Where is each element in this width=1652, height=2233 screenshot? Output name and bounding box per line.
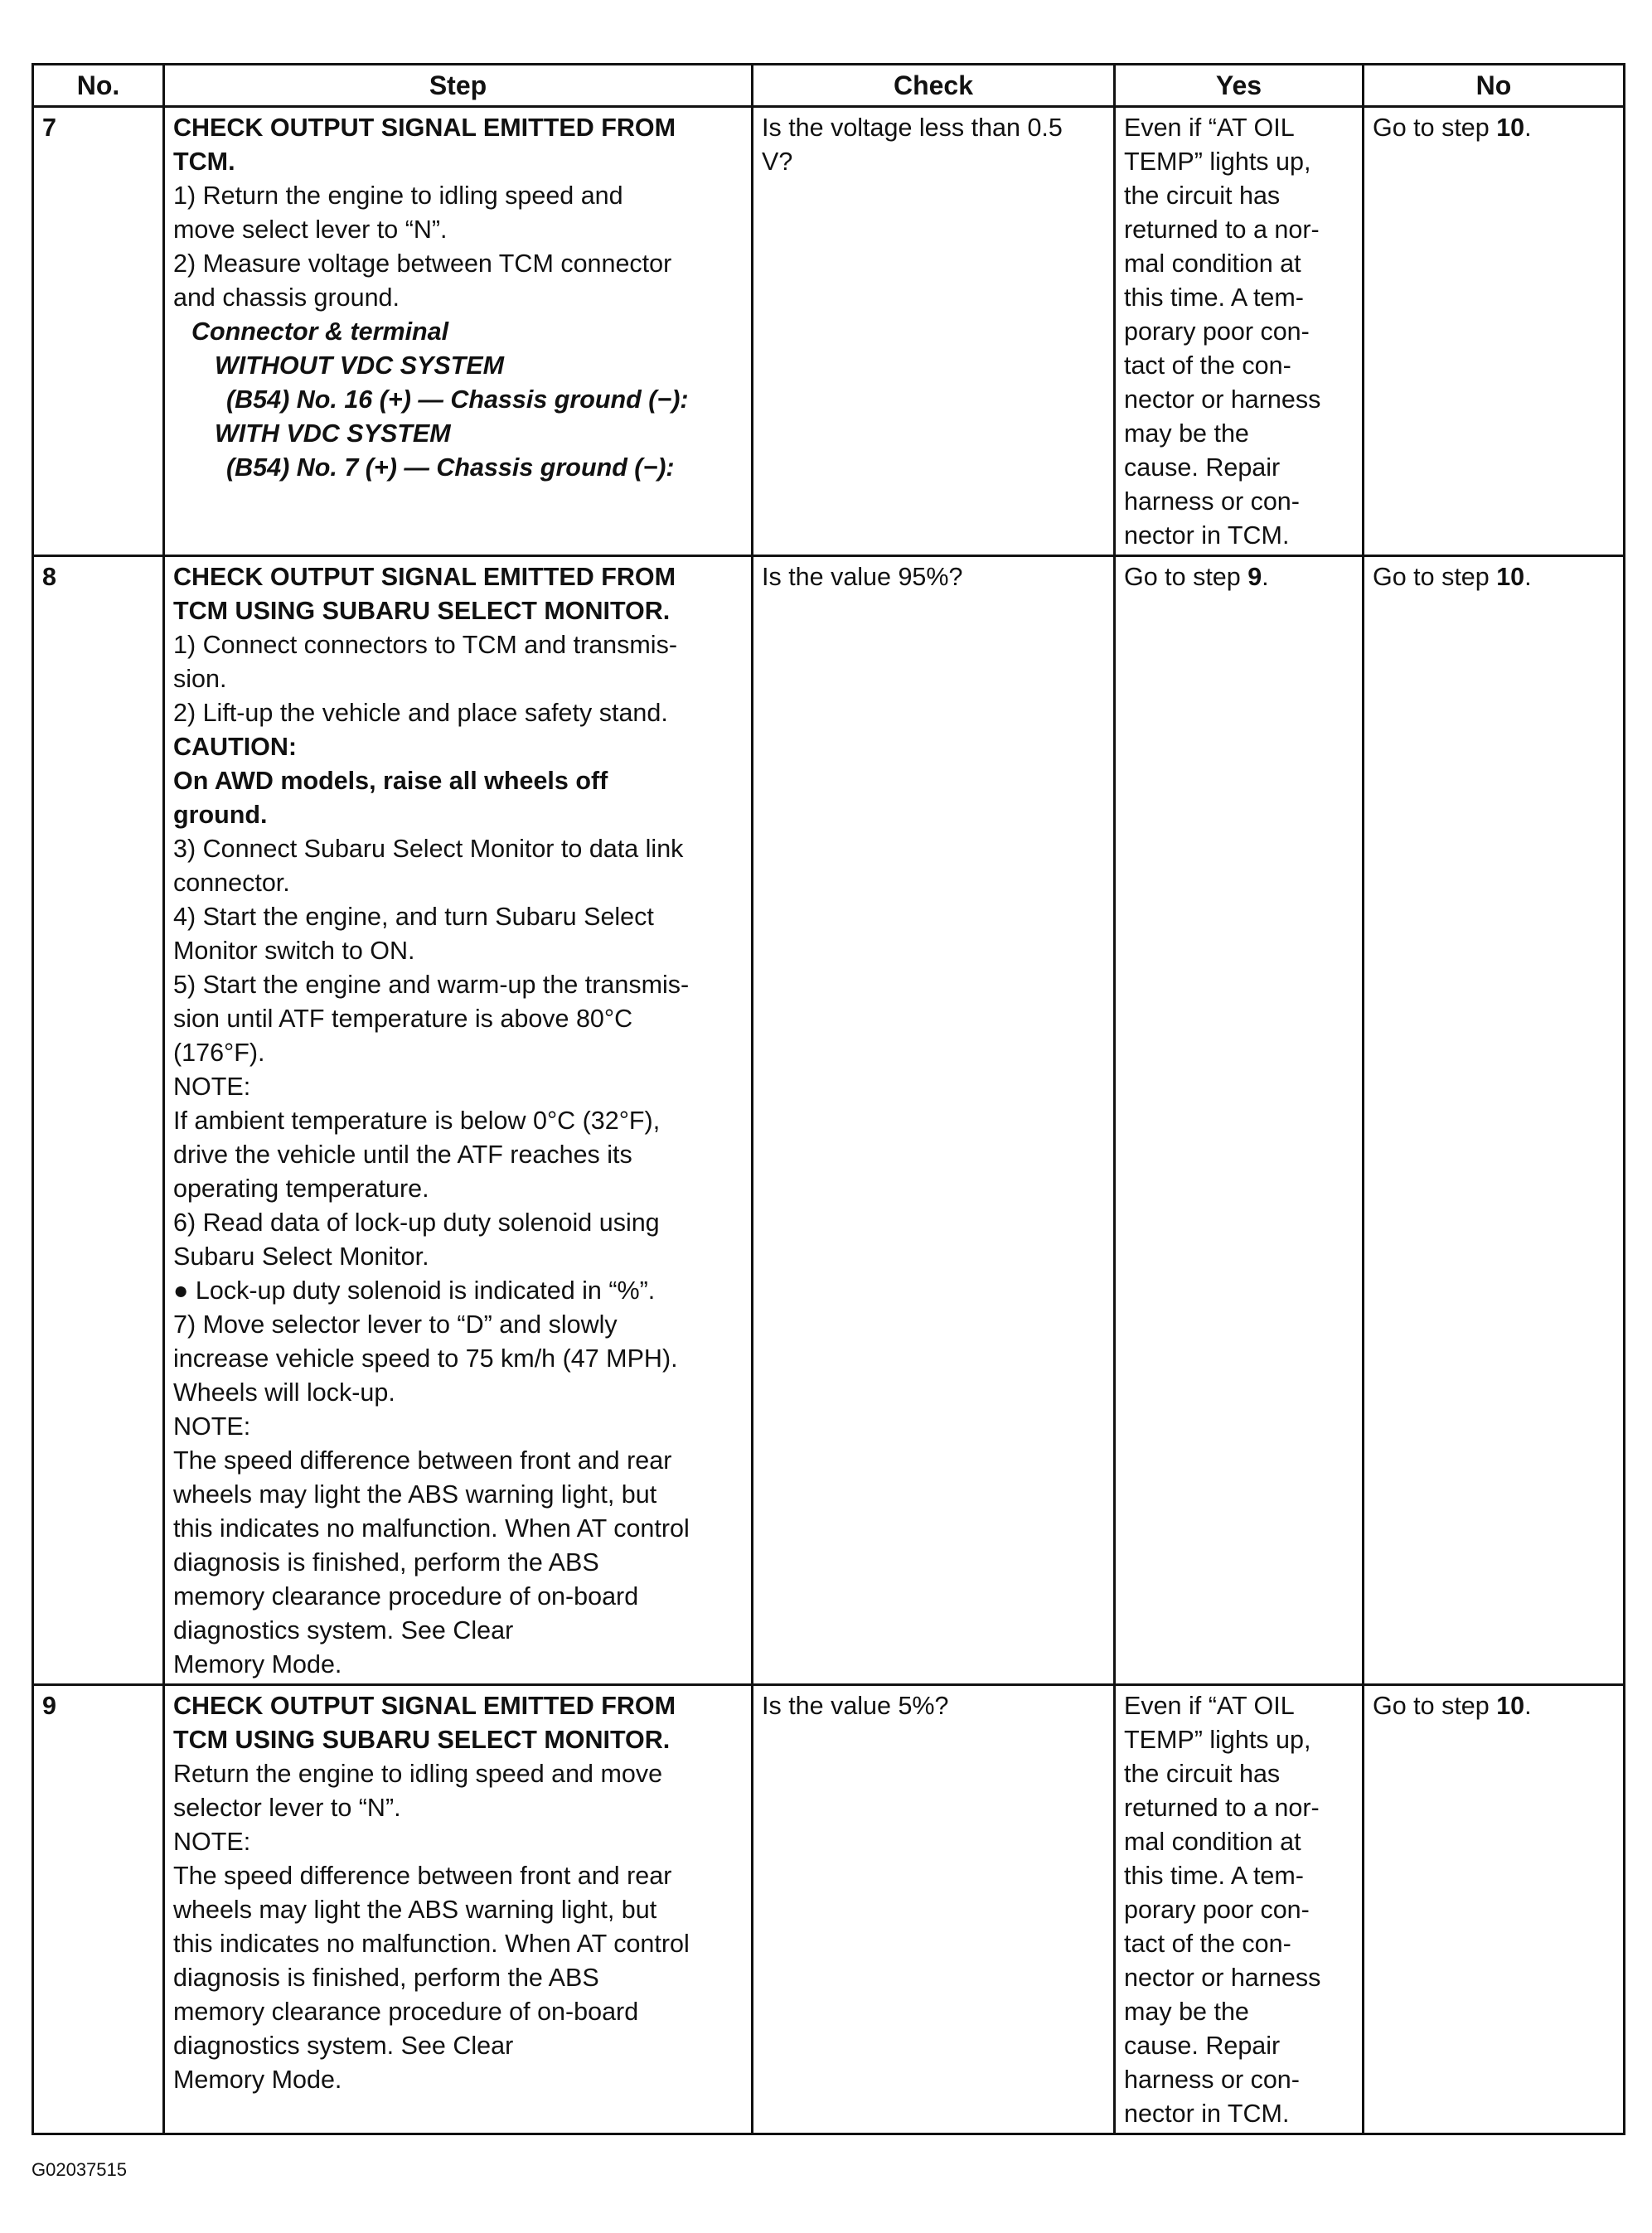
- text-line: porary poor con-: [1124, 1896, 1310, 1924]
- check-question: [753, 1685, 1115, 2134]
- no-result-suffix: .: [1524, 563, 1532, 591]
- text-line: Connector & terminal: [191, 317, 449, 346]
- text-line: the circuit has: [1124, 1760, 1281, 1788]
- text-line: tact of the con-: [1124, 351, 1291, 380]
- no-result-prefix: Go to step: [1373, 563, 1497, 591]
- no-result-step: 10: [1496, 114, 1525, 142]
- text-line: Memory Mode.: [173, 1650, 342, 1678]
- yes-result-prefix: Go to step: [1124, 563, 1248, 591]
- text-line: The speed difference between front and rear: [173, 1862, 672, 1890]
- yes-result-suffix: .: [1262, 563, 1269, 591]
- text-line: nector in TCM.: [1124, 2100, 1290, 2128]
- no-result-prefix: Go to step: [1373, 1692, 1497, 1720]
- text-line: 6) Read data of lock-up duty solenoid using: [173, 1209, 660, 1237]
- text-line: this time. A tem-: [1124, 1862, 1304, 1890]
- text-line: Even if “AT OIL: [1124, 114, 1295, 142]
- text-line: diagnosis is finished, perform the ABS: [173, 1964, 599, 1992]
- text-line: CAUTION:: [173, 733, 298, 761]
- yes-result: [1115, 556, 1364, 1685]
- text-line: TCM USING SUBARU SELECT MONITOR.: [173, 1726, 671, 1754]
- text-line: 2) Lift-up the vehicle and place safety stand.: [173, 699, 668, 727]
- step-number: 9: [33, 1685, 164, 2134]
- no-result: [1364, 1685, 1625, 2134]
- step-instructions: [164, 556, 753, 1685]
- text-line: connector.: [173, 869, 290, 897]
- text-line: sion.: [173, 665, 227, 693]
- text-line: this indicates no malfunction. When AT control: [173, 1514, 690, 1543]
- no-result-suffix: .: [1524, 114, 1532, 142]
- text-line: The speed difference between front and rear: [173, 1446, 672, 1475]
- yes-result: [1115, 107, 1364, 556]
- text-line: 7) Move selector lever to “D” and slowly: [173, 1310, 618, 1339]
- text-line: drive the vehicle until the ATF reaches its: [173, 1141, 632, 1169]
- no-result-step: 10: [1496, 1692, 1525, 1720]
- text-line: (B54) No. 7 (+) — Chassis ground (−):: [226, 453, 675, 482]
- text-line: harness or con-: [1124, 487, 1300, 516]
- no-result-prefix: Go to step: [1373, 114, 1497, 142]
- text-line: memory clearance procedure of on-board: [173, 1998, 639, 2026]
- no-result: [1364, 107, 1625, 556]
- step-instructions: [164, 107, 753, 556]
- yes-result-step: 9: [1247, 563, 1262, 591]
- text-line: selector lever to “N”.: [173, 1794, 401, 1822]
- header-no-result: No: [1364, 65, 1625, 107]
- yes-result: [1115, 1685, 1364, 2134]
- text-line: ground.: [173, 801, 268, 829]
- text-line: diagnosis is finished, perform the ABS: [173, 1548, 599, 1577]
- text-line: memory clearance procedure of on-board: [173, 1582, 639, 1611]
- step-number: 7: [33, 107, 164, 556]
- table-header-row: [33, 65, 1625, 107]
- text-line: Monitor switch to ON.: [173, 937, 415, 965]
- no-result-step: 10: [1496, 563, 1525, 591]
- diagnostic-table: [31, 63, 1625, 2135]
- text-line: returned to a nor-: [1124, 1794, 1320, 1822]
- text-line: 1) Connect connectors to TCM and transmis-: [173, 631, 677, 659]
- text-line: mal condition at: [1124, 249, 1301, 278]
- no-result: [1364, 556, 1625, 1685]
- text-line: NOTE:: [173, 1412, 251, 1441]
- text-line: nector or harness: [1124, 385, 1321, 414]
- text-line: TCM USING SUBARU SELECT MONITOR.: [173, 597, 671, 625]
- step-instructions: [164, 1685, 753, 2134]
- text-line: Wheels will lock-up.: [173, 1378, 395, 1407]
- text-line: Is the value 5%?: [762, 1692, 949, 1720]
- text-line: NOTE:: [173, 1828, 251, 1856]
- text-line: this time. A tem-: [1124, 283, 1304, 312]
- text-line: CHECK OUTPUT SIGNAL EMITTED FROM: [173, 563, 676, 591]
- text-line: increase vehicle speed to 75 km/h (47 MPH).: [173, 1344, 678, 1373]
- header-yes: Yes: [1115, 65, 1364, 107]
- step-number: 8: [33, 556, 164, 1685]
- text-line: Even if “AT OIL: [1124, 1692, 1295, 1720]
- table-row: [33, 556, 1625, 1685]
- header-no: No.: [33, 65, 164, 107]
- text-line: TEMP” lights up,: [1124, 1726, 1311, 1754]
- text-line: CHECK OUTPUT SIGNAL EMITTED FROM: [173, 1692, 676, 1720]
- text-line: diagnostics system. See Clear: [173, 2032, 514, 2060]
- text-line: If ambient temperature is below 0°C (32°F),: [173, 1107, 661, 1135]
- text-line: 2) Measure voltage between TCM connector: [173, 249, 672, 278]
- text-line: sion until ATF temperature is above 80°C: [173, 1005, 633, 1033]
- text-line: may be the: [1124, 419, 1249, 448]
- text-line: Subaru Select Monitor.: [173, 1242, 429, 1271]
- check-question: [753, 107, 1115, 556]
- text-line: (176°F).: [173, 1039, 265, 1067]
- text-line: 5) Start the engine and warm-up the transmis-: [173, 971, 690, 999]
- text-line: TCM.: [173, 148, 235, 176]
- text-line: WITH VDC SYSTEM: [215, 419, 451, 448]
- text-line: NOTE:: [173, 1073, 251, 1101]
- text-line: Return the engine to idling speed and move: [173, 1760, 663, 1788]
- table-row: [33, 107, 1625, 556]
- figure-id: G02037515: [31, 2159, 127, 2180]
- text-line: (B54) No. 16 (+) — Chassis ground (−):: [226, 385, 689, 414]
- check-question: [753, 556, 1115, 1685]
- text-line: nector in TCM.: [1124, 521, 1290, 550]
- text-line: TEMP” lights up,: [1124, 148, 1311, 176]
- text-line: wheels may light the ABS warning light, but: [173, 1480, 657, 1509]
- text-line: operating temperature.: [173, 1175, 429, 1203]
- text-line: and chassis ground.: [173, 283, 400, 312]
- text-line: CHECK OUTPUT SIGNAL EMITTED FROM: [173, 114, 676, 142]
- text-line: Is the voltage less than 0.5: [762, 114, 1063, 142]
- text-line: 1) Return the engine to idling speed and: [173, 182, 623, 210]
- table-row: [33, 1685, 1625, 2134]
- text-line: this indicates no malfunction. When AT control: [173, 1930, 690, 1958]
- text-line: porary poor con-: [1124, 317, 1310, 346]
- text-line: 4) Start the engine, and turn Subaru Select: [173, 903, 654, 931]
- text-line: may be the: [1124, 1998, 1249, 2026]
- text-line: ● Lock-up duty solenoid is indicated in “%”.: [173, 1276, 656, 1305]
- text-line: the circuit has: [1124, 182, 1281, 210]
- text-line: On AWD models, raise all wheels off: [173, 767, 608, 795]
- text-line: mal condition at: [1124, 1828, 1301, 1856]
- text-line: tact of the con-: [1124, 1930, 1291, 1958]
- text-line: move select lever to “N”.: [173, 216, 448, 244]
- header-step: Step: [164, 65, 753, 107]
- text-line: cause. Repair: [1124, 2032, 1281, 2060]
- text-line: nector or harness: [1124, 1964, 1321, 1992]
- text-line: 3) Connect Subaru Select Monitor to data link: [173, 835, 684, 863]
- text-line: returned to a nor-: [1124, 216, 1320, 244]
- text-line: harness or con-: [1124, 2066, 1300, 2094]
- text-line: Memory Mode.: [173, 2066, 342, 2094]
- header-check: Check: [753, 65, 1115, 107]
- text-line: wheels may light the ABS warning light, but: [173, 1896, 657, 1924]
- text-line: cause. Repair: [1124, 453, 1281, 482]
- text-line: WITHOUT VDC SYSTEM: [215, 351, 505, 380]
- diagnostic-table-sheet: [31, 63, 1623, 2135]
- text-line: Is the value 95%?: [762, 563, 963, 591]
- no-result-suffix: .: [1524, 1692, 1532, 1720]
- text-line: V?: [762, 148, 793, 176]
- text-line: diagnostics system. See Clear: [173, 1616, 514, 1644]
